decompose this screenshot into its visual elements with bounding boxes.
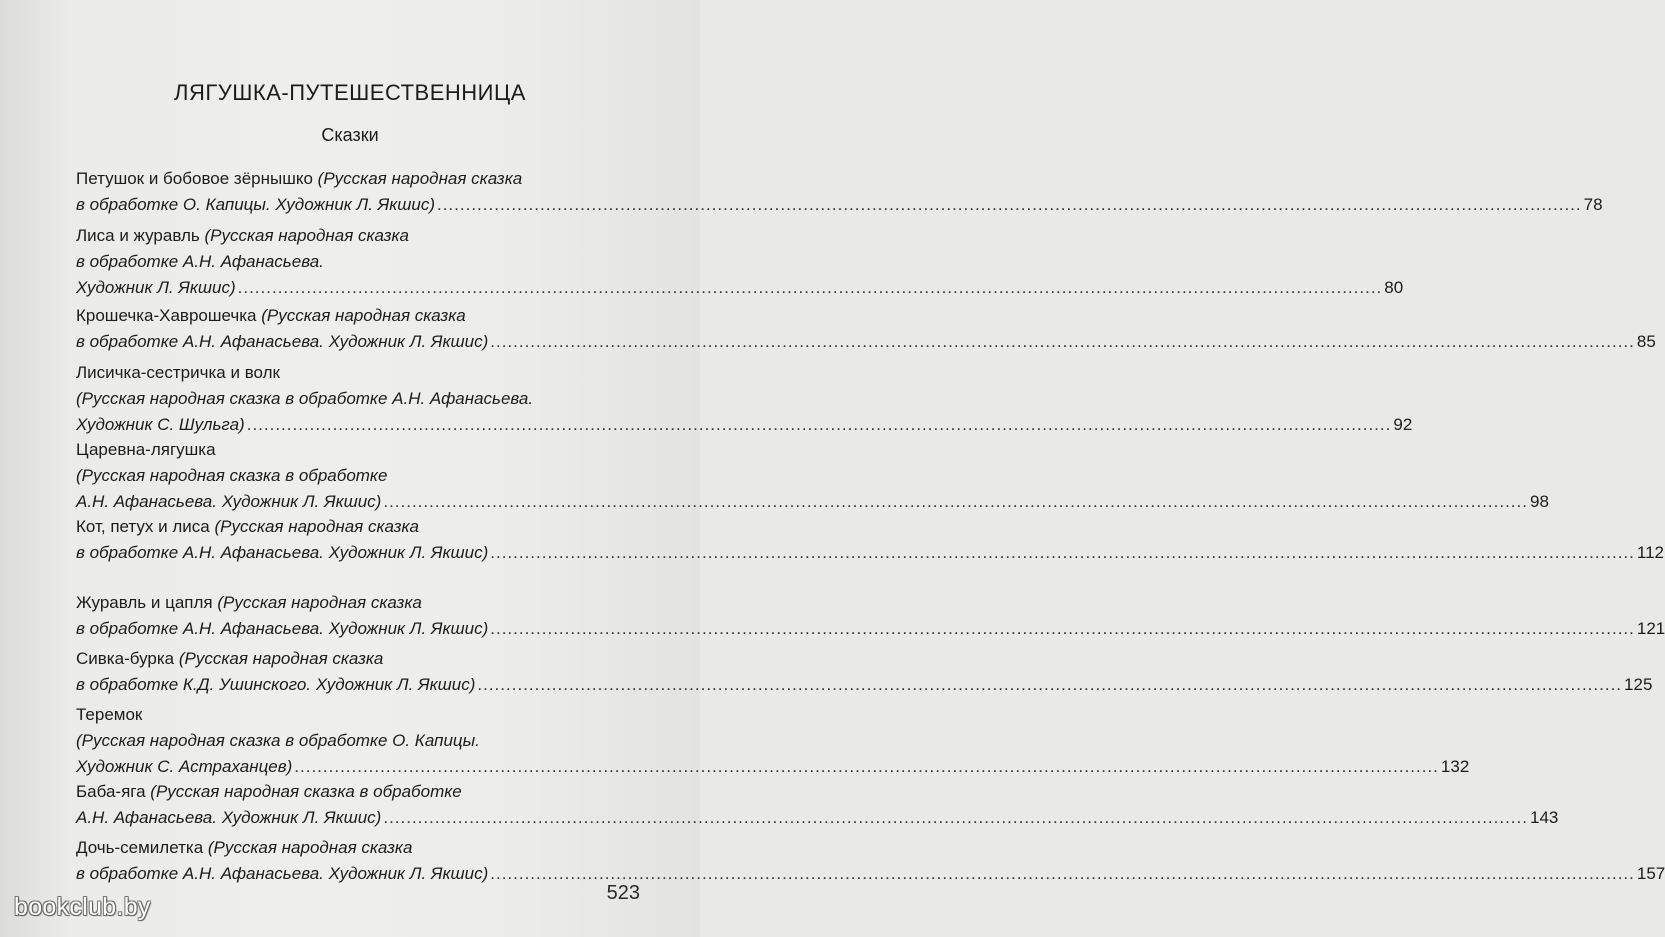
- toc-entry-line: [76, 386, 639, 412]
- toc-entry-line: [76, 672, 1653, 698]
- toc-entry: [76, 223, 1404, 301]
- dot-leader: ........................................................................................................................................................................................................: [237, 278, 1383, 297]
- toc-entry-line: [76, 861, 1665, 887]
- story-credit: (Русская народная сказка в обработке: [76, 466, 388, 485]
- toc-entry-line: [76, 329, 1656, 355]
- story-credit: в обработке А.Н. Афанасьева. Художник Л. Якшис): [76, 543, 489, 562]
- toc-entry-line: [76, 779, 639, 805]
- story-credit: Художник Л. Якшис): [76, 278, 236, 297]
- watermark-logo: bookclub.by: [14, 893, 151, 921]
- story-title: Лиса и журавль: [76, 226, 205, 245]
- story-credit: (Русская народная сказка: [178, 649, 384, 668]
- story-credit: (Русская народная сказка: [217, 593, 422, 612]
- toc-entry: [76, 166, 1603, 218]
- dot-leader: ........................................................................................................................................................................................................: [490, 543, 1635, 562]
- dot-leader: ........................................................................................................................................................................................................: [383, 808, 1528, 827]
- toc-page-number: 80: [1384, 278, 1404, 297]
- toc-entry-line: [76, 412, 1413, 438]
- story-title: Баба-яга: [76, 782, 151, 801]
- toc-entry-line: [76, 540, 1664, 566]
- toc-entry-line: [76, 275, 1404, 301]
- toc-page-number: 78: [1583, 195, 1603, 214]
- story-title: Царевна-лягушка: [76, 440, 216, 459]
- story-title: Дочь-семилетка: [76, 838, 208, 857]
- toc-entry-line: [76, 514, 639, 540]
- dot-leader: ........................................................................................................................................................................................................: [436, 195, 1582, 214]
- story-credit: (Русская народная сказка в обработке: [150, 782, 462, 801]
- toc-entry-line: [76, 303, 639, 329]
- story-credit: в обработке О. Капицы. Художник Л. Якшис): [76, 195, 435, 214]
- story-credit: (Русская народная сказка: [317, 169, 523, 188]
- story-credit: (Русская народная сказка: [214, 517, 419, 536]
- toc-page-number: 98: [1529, 492, 1549, 511]
- dot-leader: ........................................................................................................................................................................................................: [383, 492, 1528, 511]
- story-title: Лисичка-сестричка и волк: [76, 363, 280, 382]
- story-title: Кот, петух и лиса: [76, 517, 215, 536]
- toc-entry: [76, 303, 1656, 355]
- story-credit: в обработке К.Д. Ушинского. Художник Л. Якшис): [76, 675, 476, 694]
- story-credit: (Русская народная сказка в обработке О. Капицы.: [76, 731, 480, 750]
- dot-leader: ........................................................................................................................................................................................................: [246, 415, 1392, 434]
- toc-entry: [76, 590, 1665, 642]
- story-title: Сивка-бурка: [76, 649, 179, 668]
- toc-entry-line: [76, 805, 1559, 831]
- dot-leader: ........................................................................................................................................................................................................: [477, 675, 1623, 694]
- story-title: Петушок и бобовое зёрнышко: [76, 169, 318, 188]
- toc-entry-line: [76, 590, 639, 616]
- toc-entry-line: [76, 702, 639, 728]
- story-credit: в обработке А.Н. Афанасьева. Художник Л. Якшис): [76, 619, 489, 638]
- toc-entry: [76, 514, 1664, 566]
- toc-page-number: 121: [1636, 619, 1665, 638]
- toc-entry: [76, 646, 1653, 698]
- story-credit: А.Н. Афанасьева. Художник Л. Якшис): [76, 492, 382, 511]
- dot-leader: ........................................................................................................................................................................................................: [490, 619, 1635, 638]
- toc-entry-line: [76, 646, 639, 672]
- story-title: Теремок: [76, 705, 143, 724]
- story-credit: в обработке А.Н. Афанасьева. Художник Л. Якшис): [76, 864, 489, 883]
- toc-entry-line: [76, 223, 639, 249]
- dot-leader: ........................................................................................................................................................................................................: [490, 864, 1635, 883]
- section-subtitle: Сказки: [321, 125, 379, 145]
- page-number: 523: [606, 882, 640, 904]
- toc-entry-line: [76, 728, 639, 754]
- story-credit: Художник С. Астраханцев): [76, 757, 293, 776]
- toc-entry: [76, 702, 1470, 780]
- toc-page-number: 132: [1440, 757, 1470, 776]
- toc-entry: [76, 835, 1665, 887]
- story-credit: в обработке А.Н. Афанасьева.: [76, 252, 324, 271]
- toc-entry-line: [76, 616, 1665, 642]
- toc-entry-line: [76, 835, 639, 861]
- toc-entry: [76, 779, 1559, 831]
- toc-page-number: 125: [1624, 675, 1653, 694]
- story-credit: (Русская народная сказка: [207, 838, 413, 857]
- story-credit: (Русская народная сказка: [261, 306, 466, 325]
- toc-entry: [76, 360, 1413, 438]
- toc-entry-line: [76, 463, 639, 489]
- story-title: Крошечка-Хаврошечка: [76, 306, 262, 325]
- section-title: ЛЯГУШКА-ПУТЕШЕСТВЕННИЦА: [174, 80, 526, 105]
- toc-page-number: 143: [1529, 808, 1559, 827]
- toc-entry-line: [76, 249, 639, 275]
- story-credit: (Русская народная сказка: [204, 226, 409, 245]
- toc-entry-line: [76, 166, 639, 192]
- toc-page-number: 112: [1636, 543, 1664, 562]
- toc-entry-line: [76, 192, 1603, 218]
- toc-entry-line: [76, 437, 639, 463]
- story-credit: Художник С. Шульга): [76, 415, 245, 434]
- toc-page-number: 85: [1636, 332, 1656, 351]
- toc-page-number: 157: [1636, 864, 1665, 883]
- toc-page-number: 92: [1393, 415, 1413, 434]
- dot-leader: ........................................................................................................................................................................................................: [294, 757, 1439, 776]
- story-title: Журавль и цапля: [76, 593, 218, 612]
- toc-entry-line: [76, 489, 1549, 515]
- dot-leader: ........................................................................................................................................................................................................: [490, 332, 1635, 351]
- story-credit: (Русская народная сказка в обработке А.Н. Афанасьева.: [76, 389, 534, 408]
- toc-entry-line: [76, 754, 1470, 780]
- toc-entry: [76, 437, 1549, 515]
- story-credit: А.Н. Афанасьева. Художник Л. Якшис): [76, 808, 382, 827]
- story-credit: в обработке А.Н. Афанасьева. Художник Л. Якшис): [76, 332, 489, 351]
- toc-entry-line: [76, 360, 639, 386]
